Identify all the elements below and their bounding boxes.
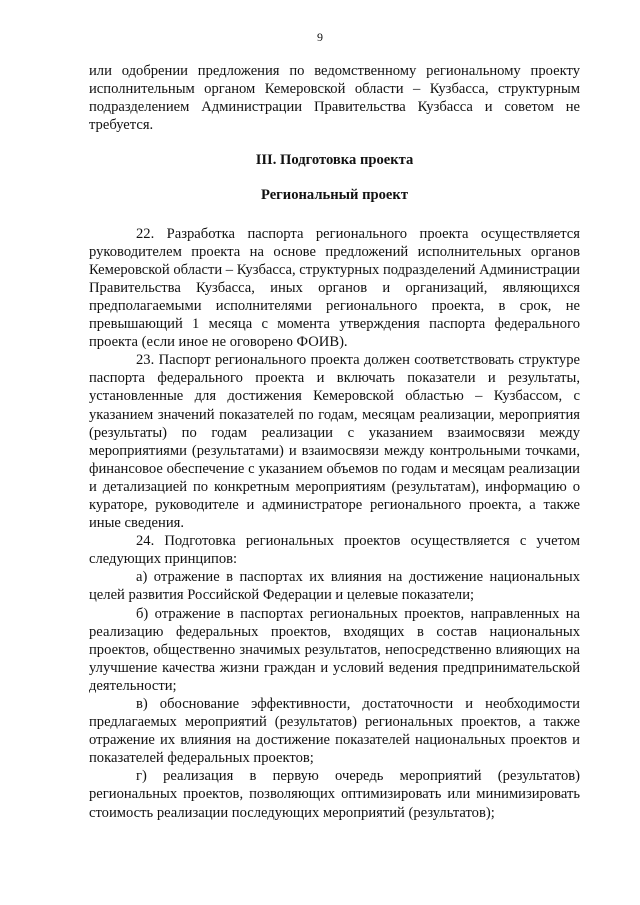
page-number: 9 xyxy=(317,30,323,44)
paragraph-24: 24. Подготовка региональных проектов осуществляется с учетом следующих принципов: xyxy=(89,533,580,568)
section-heading: III. Подготовка проекта xyxy=(255,152,414,169)
subsection-heading: Региональный проект xyxy=(260,187,408,204)
intro-paragraph: или одобрении предложения по ведомственному региональному проекту исполнительным органом Кемеровской области – Кузбасса, структурным подразделением Администрации Правительства Кузбасса и советом не требуется. xyxy=(89,63,580,134)
list-item-g: г) реализация в первую очередь мероприятий (результатов) региональных проектов, позволяющих оптимизировать или минимизировать стоимость реализации последующих мероприятий (результатов); xyxy=(89,768,580,821)
paragraph-23: 23. Паспорт регионального проекта должен соответствовать структуре паспорта федерального проекта и включать показатели и результаты, установленные для достижения Кемеровской областью – Кузбассом, с указанием значений показателей по годам, месяцам реализации, мероприятия (результаты) по годам реализации с указанием взаимосвязи между мероприятиями (результатами) и взаимосвязи между контрольными точками, финансовое обеспечение с указанием объемов по годам и месяцам реализации и детализацией по конкретным мероприятиям (результатам), информацию о кураторе, руководителе и администраторе регионального проекта, а также иные сведения. xyxy=(89,352,580,532)
list-item-v: в) обоснование эффективности, достаточности и необходимости предлагаемых мероприятий (результатов) региональных проектов, а также отражение их влияния на достижение показателей национальных проектов и показателей федеральных проектов; xyxy=(89,696,580,767)
list-item-a: а) отражение в паспортах их влияния на достижение национальных целей развития Российской Федерации и целевые показатели; xyxy=(89,569,580,604)
paragraph-22: 22. Разработка паспорта регионального проекта осуществляется руководителем проекта на основе предложений исполнительных органов Кемеровской области – Кузбасса, структурных подразделений Администрации Правительства Кузбасса, иных органов и организаций, являющихся предполагаемыми исполнителями регионального проекта, в срок, не превышающий 1 месяца с момента утверждения паспорта федерального проекта (если иное не оговорено ФОИВ). xyxy=(89,225,580,351)
list-item-b: б) отражение в паспортах региональных проектов, направленных на реализацию федеральных проектов, входящих в состав национальных проектов, общественно значимых результатов, непосредственно влияющих на улучшение качества жизни граждан и условий ведения предпринимательской деятельности; xyxy=(89,605,580,694)
document-body xyxy=(89,62,580,822)
